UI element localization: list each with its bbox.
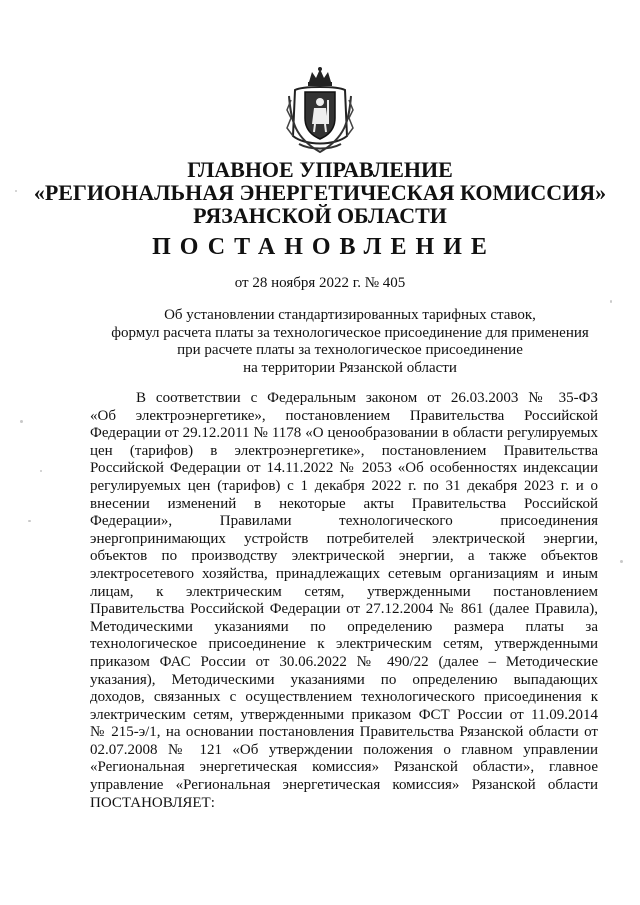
body-line: Федерации от 29.12.2011 № 1178 «О ценообразовании в области регулируемых	[90, 425, 598, 442]
body-line: Федерации», Правилами технологического присоединения	[90, 513, 598, 530]
body-line: «Об электроэнергетике», постановлением Правительства Российской	[90, 407, 598, 424]
body-line: Методическими указаниями по определению размера платы за	[90, 618, 598, 635]
scan-speck	[40, 470, 42, 472]
body-line: управление «Региональная энергетическая комиссия» Рязанской области	[90, 777, 598, 794]
subject-line: на территории Рязанской области	[243, 359, 457, 376]
body-line: № 215-э/1, на основании постановления Правительства Рязанской области от	[90, 724, 598, 741]
document-body	[90, 390, 598, 812]
issuer-line-2: «РЕГИОНАЛЬНАЯ ЭНЕРГЕТИЧЕСКАЯ КОМИССИЯ»	[33, 180, 607, 205]
body-line: В соответствии с Федеральным законом от 26.03.2003 № 35-ФЗ	[136, 390, 598, 406]
body-line: ПОСТАНОВЛЯЕТ:	[90, 794, 215, 811]
body-line: внесении изменений в некоторые акты Правительства Российской	[90, 495, 598, 512]
scan-speck	[620, 560, 623, 563]
body-line: Российской Федерации от 14.11.2022 № 2053 «Об особенностях индексации	[90, 460, 598, 477]
scan-speck	[20, 420, 23, 423]
body-line: электрическим сетям, утвержденными приказом ФСТ России от 11.09.2014	[90, 706, 598, 723]
body-line: Правительства Российской Федерации от 27.12.2004 № 861 (далее Правила),	[90, 601, 598, 618]
scan-speck	[15, 190, 17, 192]
subject-line: Об установлении стандартизированных тарифных ставок,	[164, 307, 536, 323]
body-line: объектов по производству электрической энергии, а также объектов	[90, 548, 598, 565]
document-subject	[100, 307, 600, 377]
body-line: энергопринимающих устройств потребителей электрической энергии,	[90, 530, 598, 547]
body-line: указания), Методическими указаниями по определению выпадающих	[90, 671, 598, 688]
issuer-line-1: ГЛАВНОЕ УПРАВЛЕНИЕ	[187, 157, 453, 182]
body-line: доходов, связанных с осуществлением технологического присоединения к	[90, 689, 598, 706]
body-line: лицам, к электрическим сетям, утвержденными постановлением	[90, 583, 598, 600]
body-line: «Региональная энергетическая комиссия» Рязанской области», главное	[90, 759, 598, 776]
subject-line: формул расчета платы за технологическое присоединение для применения	[111, 324, 589, 341]
body-line: цен (тарифов) в электроэнергетике», постановлением Правительства	[90, 442, 598, 459]
coat-of-arms-icon	[285, 66, 355, 156]
body-line: приказом ФАС России от 30.06.2022 № 490/22 (далее – Методические	[90, 653, 598, 670]
subject-line: при расчете платы за технологическое присоединение	[177, 342, 523, 359]
document-date-number: от 28 ноября 2022 г. № 405	[234, 275, 406, 291]
body-line: технологическое присоединение к электрическим сетям, утвержденными	[90, 636, 598, 653]
body-line: 02.07.2008 № 121 «Об утверждении положения о главном управлении	[90, 741, 598, 758]
body-line: регулируемых цен (тарифов) с 1 декабря 2022 г. по 31 декабря 2023 г. и о	[90, 477, 598, 494]
scan-speck	[28, 520, 31, 522]
scan-speck	[610, 300, 612, 303]
body-line: электросетевого хозяйства, принадлежащих сетевым организациям и иным	[90, 565, 598, 582]
document-type-title: ПОСТАНОВЛЕНИЕ	[152, 234, 496, 260]
issuer-line-3: РЯЗАНСКОЙ ОБЛАСТИ	[193, 203, 447, 228]
